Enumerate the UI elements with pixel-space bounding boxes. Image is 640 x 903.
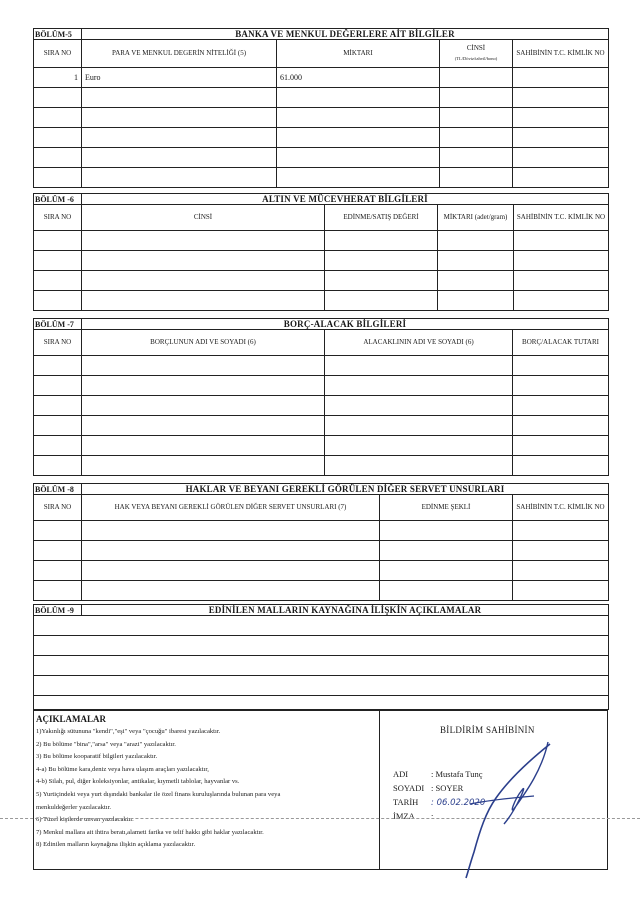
header-para-menkul: PARA VE MENKUL DEGERİN NİTELİĞİ (5)	[82, 40, 277, 68]
header-cinsi: CİNSİ (TL/Döviz/tahvil/bono)	[440, 40, 513, 68]
row-miktari: 61.000	[277, 68, 440, 88]
table-row	[34, 656, 609, 676]
section-6-gold-jewelry	[33, 193, 608, 311]
explanation-item: 6) Tüzel kişilerde unvan yazılacaktır.	[36, 816, 134, 824]
table-row	[34, 696, 609, 710]
table-row	[34, 456, 609, 476]
table-row	[34, 436, 609, 456]
table-row	[34, 636, 609, 656]
row-niteligi: Euro	[82, 68, 277, 88]
table-row	[34, 271, 609, 291]
table-row	[34, 291, 609, 311]
field-label: ADI	[393, 769, 409, 779]
table-row	[34, 676, 609, 696]
header-tutar: BORÇ/ALACAK TUTARI	[513, 330, 609, 356]
header-tc-kimlik: SAHİBİNİN T.C. KİMLİK NO	[514, 205, 609, 231]
table-row	[34, 128, 609, 148]
row-cinsi	[440, 68, 513, 88]
row-tc	[513, 68, 609, 88]
explanation-item: 3) Bu bölüme kooparatif bilgileri yazılacaktır.	[36, 753, 158, 761]
header-cinsi: CİNSİ	[82, 205, 325, 231]
section-5-code: BÖLÜM-5	[34, 29, 82, 40]
section-8-rights-assets	[33, 483, 608, 601]
field-label: SOYADI	[393, 783, 425, 793]
table-row	[34, 88, 609, 108]
section-7-code: BÖLÜM -7	[34, 319, 82, 330]
header-tc-kimlik: SAHİBİNİN T.C. KİMLİK NO	[513, 495, 609, 521]
field-value: : SOYER	[431, 783, 464, 793]
field-label: TARİH	[393, 797, 419, 807]
explanation-item: 8) Edinilen malların kaynağına ilişkin açıklama yazılacaktır.	[36, 841, 196, 849]
header-sira-no: SIRA NO	[34, 495, 82, 521]
explanation-item: 5) Yurtiçindeki veya yurt dışındaki bankalar ile özel finans kuruluşlarında bulunan para veya	[36, 790, 281, 798]
section-8-title: HAKLAR VE BEYANI GEREKLİ GÖRÜLEN DİĞER SERVET UNSURLARI	[82, 484, 609, 495]
section-9-source-explanations	[33, 604, 608, 710]
header-borclu: BORÇLUNUN ADI VE SOYADI (6)	[82, 330, 325, 356]
table-row	[34, 148, 609, 168]
explanation-item: 4-b) Silah, pul, diğer koleksiyonlar, antikalar, kıymetli tablolar, hayvanlar vs.	[36, 778, 240, 786]
section-9-title: EDİNİLEN MALLARIN KAYNAĞINA İLİŞKİN AÇIKLAMALAR	[82, 605, 609, 616]
section-7-debt-credit	[33, 318, 608, 476]
table-row	[34, 521, 609, 541]
section-6-code: BÖLÜM -6	[34, 194, 82, 205]
table-row	[34, 396, 609, 416]
field-imza	[393, 811, 433, 821]
table-row	[34, 581, 609, 601]
explanation-item: 2) Bu bölüme "bina","arsa" veya "arazi" yazılacaktır.	[36, 740, 176, 748]
header-sira-no: SIRA NO	[34, 205, 82, 231]
explanations-title: AÇIKLAMALAR	[36, 714, 107, 724]
header-sira-no: SIRA NO	[34, 40, 82, 68]
row-sira: 1	[34, 68, 82, 88]
explanation-item: 4-a) Bu bölüme kara,deniz veya hava ulaşım araçları yazılacaktır,	[36, 765, 209, 773]
table-row	[34, 68, 609, 88]
header-sira-no: SIRA NO	[34, 330, 82, 356]
table-row	[34, 168, 609, 188]
table-row	[34, 541, 609, 561]
table-row	[34, 561, 609, 581]
section-5-bank-securities	[33, 28, 608, 188]
field-value: : 06.02.2020	[431, 798, 486, 808]
section-7-title: BORÇ-ALACAK BİLGİLERİ	[82, 319, 609, 330]
table-row	[34, 376, 609, 396]
explanation-item: 7) Menkul mallara ait ihtira beratı,alameti farika ve telif hakkı gibi haklar yazılacaktır.	[36, 828, 264, 836]
table-row	[34, 616, 609, 636]
header-miktari: MİKTARI	[277, 40, 440, 68]
header-miktari: MİKTARI (adet/gram)	[438, 205, 514, 231]
section-6-title: ALTIN VE MÜCEVHERAT BİLGİLERİ	[82, 194, 609, 205]
table-row	[34, 108, 609, 128]
table-row	[34, 231, 609, 251]
header-haklar: HAK VEYA BEYANI GEREKLİ GÖRÜLEN DİĞER SERVET UNSURLARI (7)	[82, 495, 380, 521]
explanations	[34, 711, 380, 869]
section-8-code: BÖLÜM -8	[34, 484, 82, 495]
table-row	[34, 356, 609, 376]
header-tc-kimlik: SAHİBİNİN T.C. KİMLİK NO	[513, 40, 609, 68]
table-row	[34, 416, 609, 436]
field-label: İMZA	[393, 811, 415, 821]
header-edinme-sekli: EDİNME ŞEKLİ	[380, 495, 513, 521]
section-5-title: BANKA VE MENKUL DEĞERLERE AİT BİLGİLER	[82, 29, 609, 40]
section-9-code: BÖLÜM -9	[34, 605, 82, 616]
header-edinme-satis: EDİNME/SATIŞ DEĞERİ	[325, 205, 438, 231]
field-value: :	[431, 811, 434, 821]
explanation-item: menkuldeğerler yazılacaktır.	[36, 803, 112, 811]
table-row	[34, 251, 609, 271]
field-value: : Mustafa Tunç	[431, 769, 483, 779]
explanation-item: 1)Yakınlığı sütununa "kendi","eşi" veya "çocuğu" ibaresi yazılacaktır.	[36, 728, 221, 735]
declarant-title: BİLDİRİM SAHİBİNİN	[440, 725, 535, 735]
signature-mark	[430, 740, 560, 880]
header-alacakli: ALACAKLININ ADI VE SOYADI (6)	[325, 330, 513, 356]
cinsi-note: (TL/Döviz/tahvil/bono)	[454, 55, 498, 61]
